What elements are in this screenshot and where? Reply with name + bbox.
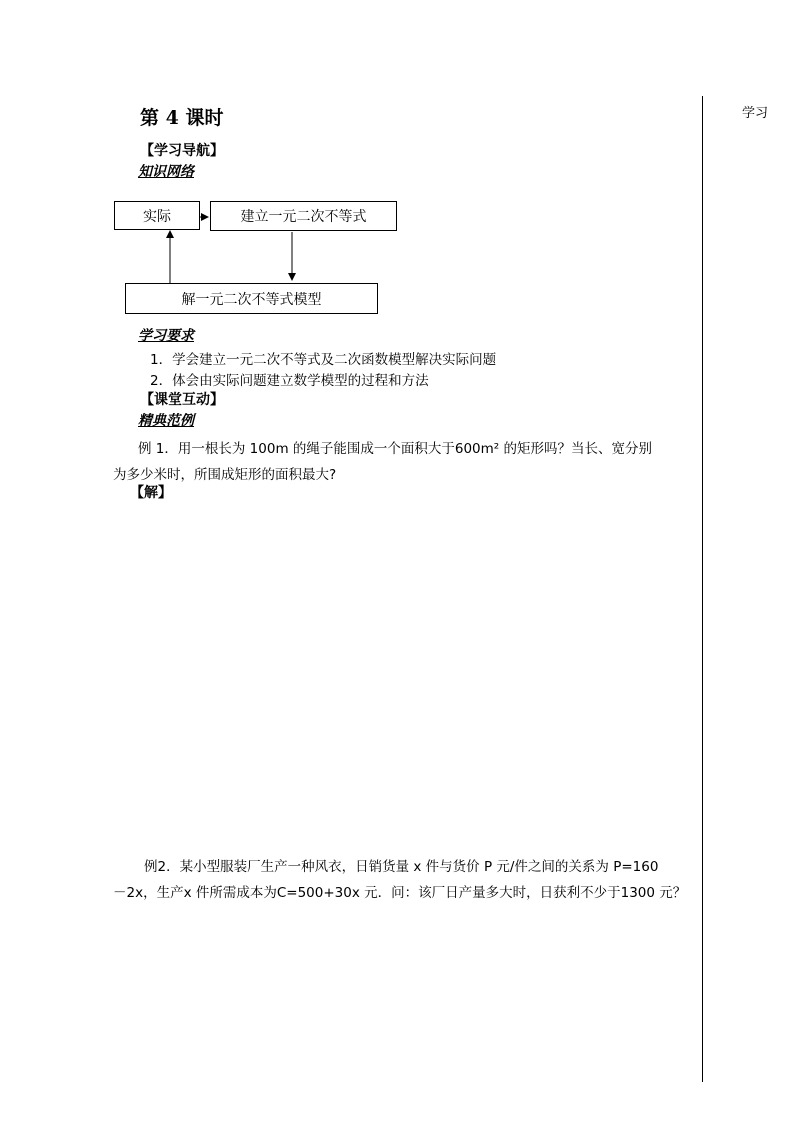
example2-line1: 例2．某小型服装厂生产一种风衣，日销货量 x 件与货价 P 元/件之间的关系为 P=160 [144, 859, 659, 875]
examples-heading: 精典范例 [138, 413, 194, 429]
flow-box-solve-label: 解一元二次不等式模型 [181, 291, 322, 308]
knowledge-network-heading: 知识网络 [138, 164, 194, 180]
flow-box-practice [114, 201, 200, 230]
requirements-heading: 学习要求 [138, 328, 194, 344]
example1-line2: 为多少米时，所围成矩形的面积最大? [113, 467, 337, 483]
flow-box-practice-label: 实际 [143, 208, 171, 225]
margin-divider-line [702, 96, 703, 1082]
flow-box-build-label: 建立一元二次不等式 [240, 209, 367, 225]
requirement-item-2: 2．体会由实际问题建立数学模型的过程和方法 [150, 373, 429, 389]
example2-line2: －2x，生产x 件所需成本为C=500+30x 元．问：该厂日产量多大时，日获利不少于1300 元？ [113, 885, 687, 901]
lesson-title: 第 4 课时 [140, 107, 224, 129]
class-interaction-heading: 【课堂互动】 [140, 392, 224, 408]
example1-line1: 例 1．用一根长为 100m 的绳子能围成一个面积大于600m² 的矩形吗？当长、宽分别 [138, 441, 653, 457]
flow-box-build [210, 201, 397, 231]
side-note-label: 学习 [742, 106, 769, 121]
flow-box-solve [125, 283, 378, 314]
requirement-item-1: 1．学会建立一元二次不等式及二次函数模型解决实际问题 [150, 352, 497, 368]
section-navigation-heading: 【学习导航】 [140, 143, 224, 159]
example1-solution-label: 【解】 [130, 485, 172, 501]
